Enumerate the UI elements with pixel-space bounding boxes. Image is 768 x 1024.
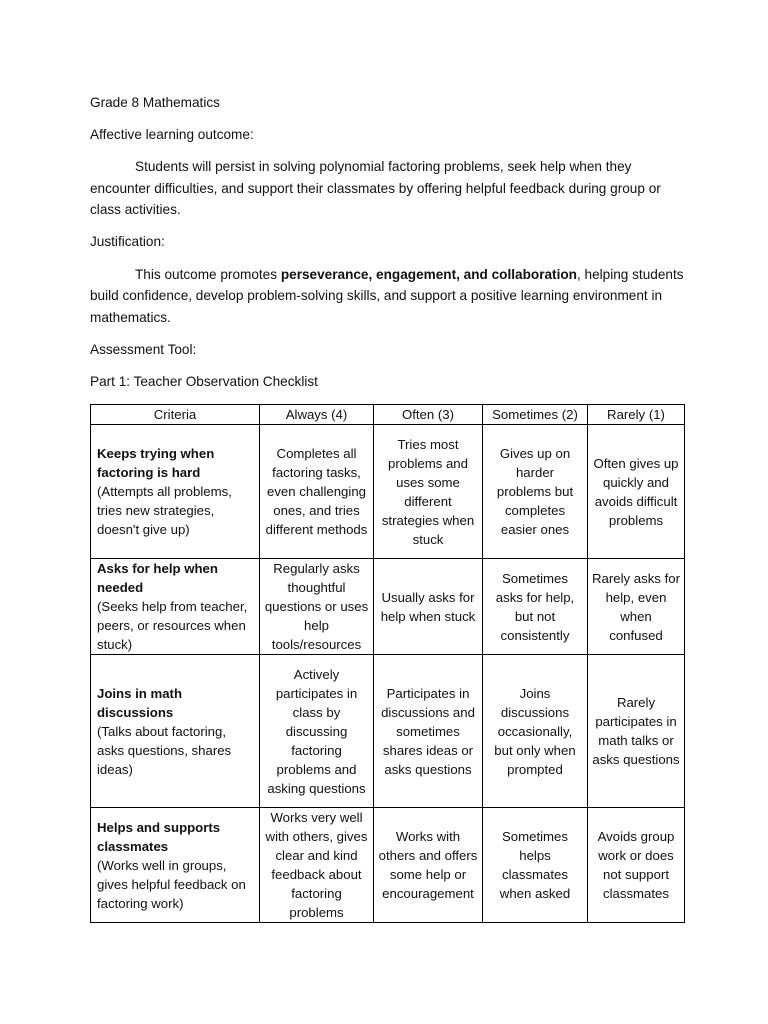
sometimes-cell: Gives up on harder problems but completes easier ones [483, 425, 588, 559]
criteria-cell [91, 425, 260, 559]
criteria-description: (Seeks help from teacher, peers, or resources when stuck) [97, 599, 248, 652]
criteria-cell [91, 559, 260, 655]
assessment-heading: Assessment Tool: [90, 341, 197, 357]
rarely-cell: Avoids group work or does not support classmates [588, 808, 685, 923]
header-rarely: Rarely (1) [588, 405, 685, 425]
criteria-title: Asks for help when needed [97, 561, 218, 595]
always-cell: Regularly asks thoughtful questions or uses help tools/resources [260, 559, 374, 655]
sometimes-cell: Sometimes helps classmates when asked [483, 808, 588, 923]
rarely-cell: Rarely asks for help, even when confused [588, 559, 685, 655]
rarely-cell: Often gives up quickly and avoids difficult problems [588, 425, 685, 559]
header-always: Always (4) [260, 405, 374, 425]
always-cell: Works very well with others, gives clear and kind feedback about factoring problems [260, 808, 374, 923]
always-cell: Completes all factoring tasks, even challenging ones, and tries different methods [260, 425, 374, 559]
often-cell: Usually asks for help when stuck [374, 559, 483, 655]
criteria-title: Keeps trying when factoring is hard [97, 446, 215, 480]
table-row [91, 808, 685, 923]
sometimes-cell: Sometimes asks for help, but not consistently [483, 559, 588, 655]
often-cell: Tries most problems and uses some different strategies when stuck [374, 425, 483, 559]
table-row [91, 559, 685, 655]
criteria-description: (Talks about factoring, asks questions, shares ideas) [97, 723, 232, 777]
often-cell: Works with others and offers some help or encouragement [374, 808, 483, 923]
criteria-cell [91, 655, 260, 808]
document-body [90, 92, 684, 403]
outcome-heading: Affective learning outcome: [90, 127, 254, 143]
criteria-description: (Attempts all problems, tries new strategies, doesn't give up) [97, 484, 232, 537]
header-often: Often (3) [374, 405, 483, 425]
table-row [91, 425, 685, 559]
often-cell: Participates in discussions and sometimes shares ideas or asks questions [374, 655, 483, 808]
document-title: Grade 8 Mathematics [90, 95, 220, 110]
sometimes-cell: Joins discussions occasionally, but only when prompted [483, 655, 588, 808]
part-heading: Part 1: Teacher Observation Checklist [90, 373, 318, 389]
outcome-paragraph: Students will persist in solving polynomial factoring problems, seek help when they encounter difficulties, and support their classmates by offering helpful feedback during group or class activities. [90, 159, 661, 218]
header-sometimes: Sometimes (2) [483, 405, 588, 425]
justification-emphasis: perseverance, engagement, and collaboration [280, 266, 577, 282]
criteria-description: (Works well in groups, gives helpful feedback on factoring work) [97, 857, 246, 911]
table-row [91, 655, 685, 808]
table-header-row [91, 405, 685, 425]
justification-heading: Justification: [90, 234, 165, 250]
justification-suffix: , helping students build confidence, develop problem-solving skills, and support a positive learning environment in mathematics. [90, 266, 684, 325]
justification-prefix: This outcome promotes [135, 266, 281, 282]
criteria-title: Helps and supports classmates [97, 819, 221, 854]
criteria-title: Joins in math discussions [97, 685, 182, 720]
observation-checklist-table [90, 404, 685, 923]
criteria-cell [91, 808, 260, 923]
justification-paragraph [90, 264, 684, 329]
rarely-cell: Rarely participates in math talks or asks questions [588, 655, 685, 808]
header-criteria: Criteria [91, 405, 260, 425]
always-cell: Actively participates in class by discussing factoring problems and asking questions [260, 655, 374, 808]
